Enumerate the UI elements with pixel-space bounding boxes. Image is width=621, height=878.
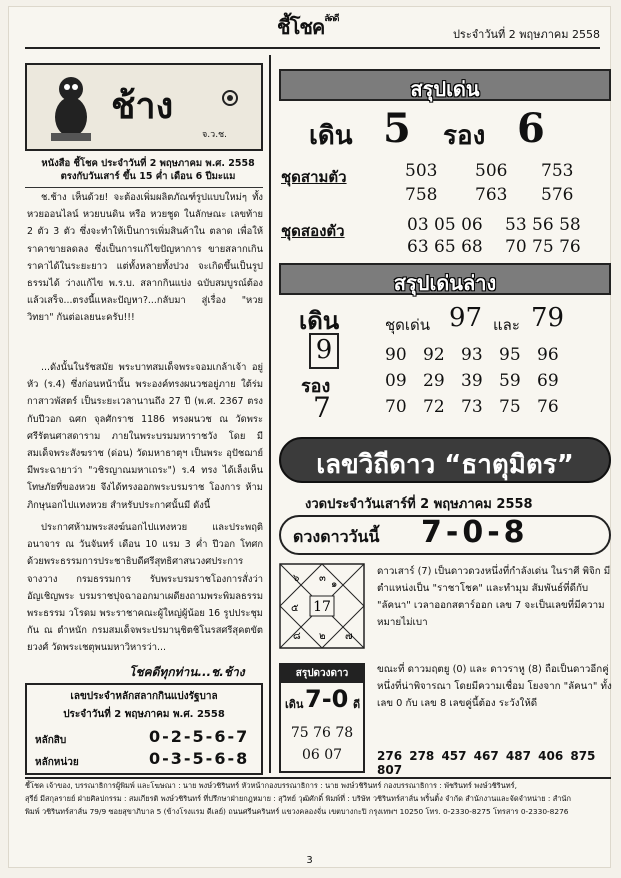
lower-number: 96 <box>537 345 559 365</box>
lead-value: 5 <box>383 105 411 152</box>
lower-lead-box: 9 <box>309 333 339 369</box>
star-summary-box <box>279 663 365 773</box>
two-digit-set: 03 05 06 <box>407 215 483 235</box>
lottery-units-row: หลักหน่วย 0-3-5-6-8 <box>35 749 250 768</box>
lower-number: 95 <box>499 345 521 365</box>
star-of-day-value: 7-0-8 <box>421 515 529 550</box>
lower-number: 69 <box>537 371 559 391</box>
horoscope-chart <box>279 563 365 649</box>
imprint-line: สุรีย์ มีสกุลรายย์ ฝ่ายศิลปกรรม : สมเกียรติ พงษ์วชิรินทร์ ที่ปรึกษาฝ่ายกฎหมาย : สุวิทย์ วุฒิศักดิ์ พิมพ์ที่ : บริษัท วชิรินทร์สาส์น พริ้นติ้ง จำกัด สำนักงานและจัดจำหน่าย : สำนัก <box>25 794 571 803</box>
divider <box>25 187 263 188</box>
two-digit-set: 53 56 58 <box>505 215 581 235</box>
chart-digit: ๕ <box>291 603 299 614</box>
star-summary-lead: เดิน <box>285 698 304 711</box>
draw-date: งวดประจำวันเสาร์ที่ 2 พฤษภาคม 2558 <box>305 497 533 512</box>
lower-highlights-bar: สรุปเด่นล่าง <box>279 263 611 295</box>
three-digit-number: 506 <box>475 161 508 181</box>
column-logo-text: ช้าง <box>111 85 174 127</box>
lucky-numbers: 276 278 457 467 487 406 875 807 <box>377 749 596 777</box>
star-of-day-box <box>279 515 611 555</box>
lead-label: เดิน <box>309 121 353 151</box>
astro-paragraph-1: ดาวเสาร์ (7) เป็นดาวดวงหนึ่งที่กำลังเด่น ในราศี พิจิก มีตำแหน่งเป็น "ราชาโชค" และทำมุม สัมพันธ์ที่ดีกับ "ลัคนา" เวลาออกสตาร์ออก เลข 7 จะเป็นเลขที่มีความหมายไม่เบา <box>377 566 611 628</box>
column-paragraph-3: ประกาศห้ามพระสงฆ์นอกไปแทงหวย และประพฤติ อนาจาร ณ วันจันทร์ เดือน 10 แรม 3 ค่ำ ปีวอก โทศก ด้วยพระธรรมการประชาธิบดีศรีสุทธิศาสนวงศประการจางวาง กรมธรรมการ รับพระบรมราชโองการสั่งว่า อัญเชิญพระ บรมราชปุจฉาออกมาเผดียงถามพระพิมลธรรม พระธรรม วโรดม พระราชาคณะผู้ใหญ่ผู้น้อย 16 รูปประชุมกัน ณ ตำหนัก กรมสมเด็จพระปรมานุชิตชิโนรสศรีสุคตขัตยวงศ์ วัดพระเชตุพนมหาวิหารว่า... <box>27 522 263 654</box>
lottery-title: เลขประจำหลักสลากกินแบ่งรัฐบาล <box>70 691 218 702</box>
second-value: 6 <box>517 105 545 152</box>
column-logo-sub: จ.ว.ช. <box>202 130 228 140</box>
star-summary-suffix: ดี <box>353 698 361 711</box>
issue-date: ประจำวันที่ 2 พฤษภาคม 2558 <box>452 28 600 41</box>
header-rule <box>25 47 600 49</box>
astro-paragraph-2: ขณะที่ ดาวมฤตยู (0) และ ดาวราหู (8) ถือเป็นดาวอีกคู่หนึ่งที่น่าพิจารณา โดยมีความเชื่อม โยงจาก "ลัคนา" ทั้งเลข 0 กับ เลข 8 เลขคู่นี้ต้อง ระวังให้ดี <box>377 664 612 709</box>
three-digit-number: 758 <box>405 185 438 205</box>
lower-number: 90 <box>385 345 407 365</box>
three-digit-number: 503 <box>405 161 438 181</box>
column-divider <box>269 55 271 773</box>
lower-number: 39 <box>461 371 483 391</box>
set-b: 79 <box>531 303 565 333</box>
lower-number: 59 <box>499 371 521 391</box>
lower-number: 29 <box>423 371 445 391</box>
lower-number: 76 <box>537 397 559 417</box>
sun-icon <box>217 85 243 111</box>
chart-digit: ๖ <box>293 573 300 584</box>
lower-number: 72 <box>423 397 445 417</box>
two-digit-set: 70 75 76 <box>505 237 581 257</box>
chart-digit: ๒ <box>319 631 326 642</box>
three-digit-number: 576 <box>541 185 574 205</box>
second-label: รอง <box>443 121 486 151</box>
two-digit-label: ชุดสองตัว <box>281 222 345 240</box>
column-signoff: โชคดีทุกท่าน...ช.ช้าง <box>129 665 245 679</box>
lottery-digits-box <box>25 683 263 775</box>
and-label: และ <box>493 316 520 334</box>
chart-digit: ๑ <box>331 579 338 590</box>
lower-lead-label: เดิน <box>299 306 340 335</box>
lower-number: 92 <box>423 345 445 365</box>
chart-digit: ๓ <box>319 573 326 584</box>
chart-center: 17 <box>313 599 331 615</box>
lower-second-label: รอง <box>301 376 331 397</box>
set-a: 97 <box>449 303 483 333</box>
star-summary-value: 7-0 <box>305 685 349 713</box>
highlights-bar: สรุปเด่น <box>279 69 611 101</box>
star-summary-title: สรุปดวงดาว <box>281 665 363 683</box>
star-summary-row: 06 07 <box>301 747 343 763</box>
column-paragraph-2: ...ดังนั้นในรัชสมัย พระบาทสมเด็จพระจอมเกล้าเจ้า อยู่หัว (ร.4) ซึ่งก่อนหน้านั้น พระองค์ทรงผนวชอยู่ภาย ใต้ร่มกาสาวพัสตร์ เป็นระยะเวลานานถึง 27 ปี (พ.ศ. 2367 ตรงกับปีวอก ฉศก จุลศักราช 1186 ทรงผนวช ณ วัดพระศรีรัตนศาสดาราม ภายในพระบรมมหาราชวัง โดย มีสมเด็จพระสังฆราช (ด่อน) วัดมหาธาตุฯ เป็นพระ อุปัชฌาย์ มีพระฉายาว่า "วชิรญาณมหาเถระ") ร.4 ทรง ได้เล็งเห็นโทษภัยที่ของหวย จึงได้ทรงออกพระบรมราช โองการ ห้ามภิกษุนอกไปแทงหวย สำหรับประกาศนั้นมี ดังนี้ <box>27 362 263 511</box>
elephant-mascot-icon <box>41 73 101 145</box>
page-number: 3 <box>306 855 313 866</box>
three-digit-number: 753 <box>541 161 574 181</box>
column-logo <box>25 63 263 151</box>
lower-number: 75 <box>499 397 521 417</box>
chart-digit: ๗ <box>345 631 353 642</box>
lower-number: 73 <box>461 397 483 417</box>
lower-number: 70 <box>385 397 407 417</box>
three-digit-number: 763 <box>475 185 508 205</box>
imprint-footer <box>25 777 611 855</box>
imprint-line: ชี้โชค เจ้าของ, บรรณาธิการผู้พิมพ์ และโฆษณา : นาย พงษ์วชิรินทร์ หัวหน้ากองบรรณาธิการ : นาย พงษ์วชิรินทร์ กองบรรณาธิการ : พัชรินทร์ พงษ์วชิรินทร์, <box>25 781 517 790</box>
lottery-tens-row: หลักสิบ 0-2-5-6-7 <box>35 727 250 746</box>
newspaper-page <box>8 6 611 868</box>
three-digit-label: ชุดสามตัว <box>281 168 347 186</box>
lower-number: 09 <box>385 371 407 391</box>
column-paragraph-1: ช.ช้าง เห็นด้วย! จะต้องเพิ่มผลิตภัณฑ์รูปแบบใหม่ๆ ทั้ง หวยออนไลน์ หวยบนดิน หรือ หวยชูด ในลักษณะ เลขท้าย 2 ตัว 3 ตัว ซึ่งจะทำให้เป็นการเพิ่มสินค้าใน ตลาด เพื่อให้ราคาขายลดลง ซึ่งเป็นการแก้ไขปัญหาการ ขายสลากเกินราคาได้ในระยะยาว แต่ทั้งหลายทั้งปวง จะเกิดขึ้นเป็นรูปธรรมได้ ว่างแก้ไข พ.ร.บ. สลากกินแบ่ง ฉบับสมบูรณ์ต้องแล้วเสร็จ...ตรงนี้แหละปัญหา?...กลับมา สู่เรื่อง "หวยวิทยา" กันต่อเลยนะครับ!!! <box>27 192 263 324</box>
column-subhead: หนังสือ ชี้โชค ประจำวันที่ 2 พฤษภาคม พ.ศ. 2558 ตรงกับวันเสาร์ ขึ้น 15 ค่ำ เดือน 6 ปีมะแม <box>41 158 255 182</box>
set-label: ชุดเด่น <box>385 316 431 334</box>
lottery-subtitle: ประจำวันที่ 2 พฤษภาคม พ.ศ. 2558 <box>63 709 225 720</box>
star-of-day-label: ดวงดาววันนี้ <box>293 527 380 546</box>
astro-banner: เลขวิถีดาว “ธาตุมิตร” <box>279 437 611 483</box>
star-summary-row: 75 76 78 <box>290 725 354 741</box>
lower-number: 93 <box>461 345 483 365</box>
two-digit-set: 63 65 68 <box>407 237 483 257</box>
imprint-line: พิมพ์ วชิรินทร์สาส์น 79/9 ซอยสุขาภิบาล 5 (ข้างโรงแรม ดีเลย์) ถนนศรีนครินทร์ แขวงคลองจั่น เขตบางกะปิ กรุงเทพฯ 10250 โทร. 0-2330-8275 โทรสาร 0-2330-8276 <box>25 807 569 816</box>
masthead: ชี้โชค$^{ลัดดี}$ <box>277 14 339 39</box>
chart-digit: ๘ <box>293 631 301 642</box>
lower-second-value: 7 <box>313 391 331 424</box>
